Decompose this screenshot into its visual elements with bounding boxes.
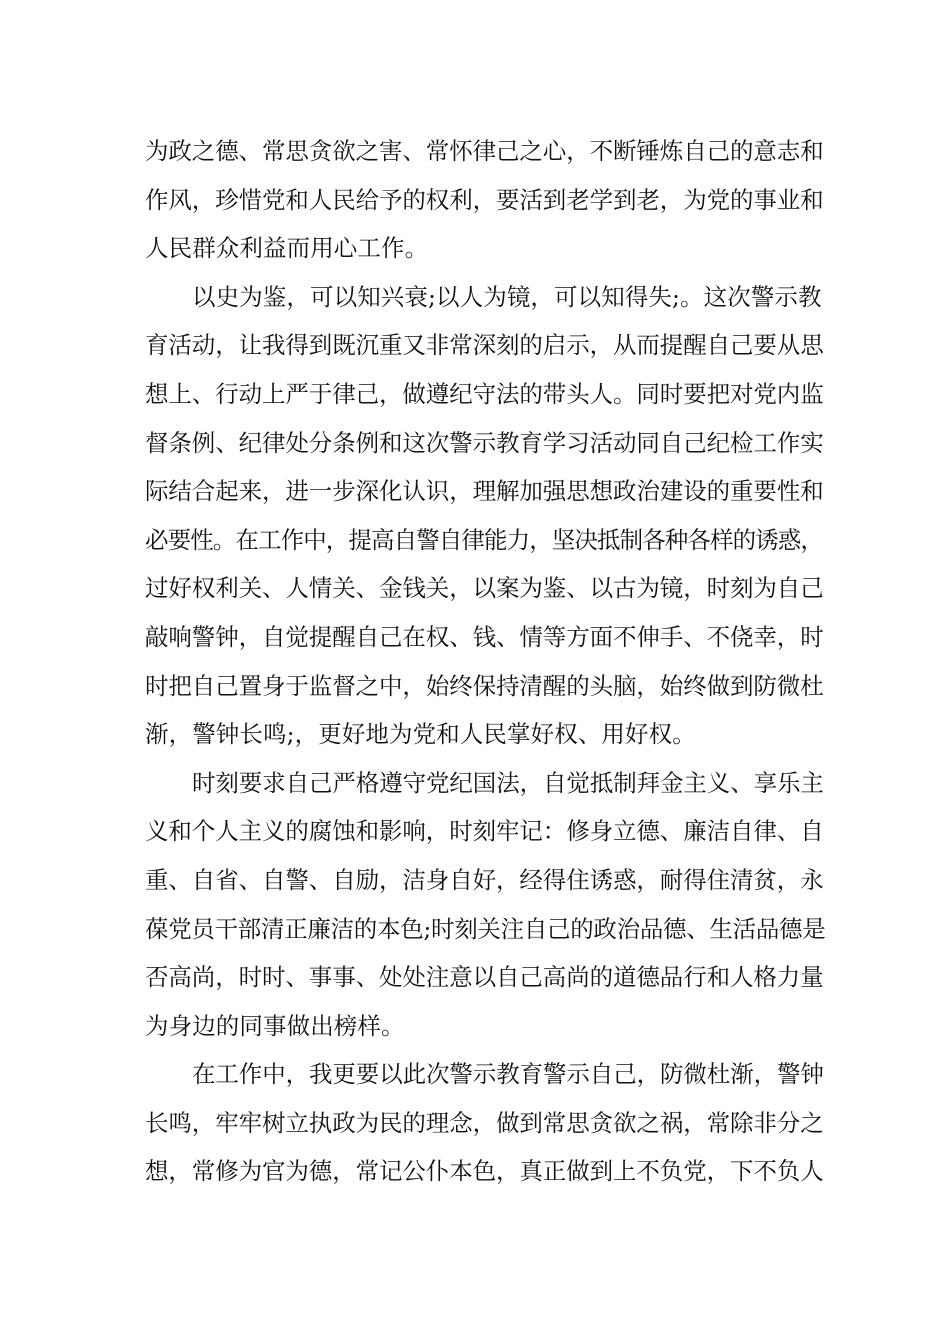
text-line: 渐，警钟长鸣;，更好地为党和人民掌好权、用好权。 [145, 720, 696, 749]
text-line: 必要性。在工作中，提高自警自律能力，坚决抵制各种各样的诱惑， [145, 525, 823, 554]
text-line: 育活动，让我得到既沉重又非常深刻的启示，从而提醒自己要从思 [145, 331, 824, 360]
text-line: 督条例、纪律处分条例和这次警示教育学习活动同自己纪检工作实 [145, 428, 824, 457]
text-line: 义和个人主义的腐蚀和影响，时刻牢记：修身立德、廉洁自律、自 [145, 817, 824, 846]
text-line: 以史为鉴，可以知兴衰;以人为镜，可以知得失;。这次警示教 [192, 282, 822, 311]
text-line: 为身边的同事做出榜样。 [145, 1011, 405, 1040]
text-line: 敲响警钟，自觉提醒自己在权、钱、情等方面不伸手、不侥幸，时 [145, 622, 824, 651]
text-line: 想上、行动上严于律己，做遵纪守法的带头人。同时要把对党内监 [145, 379, 824, 408]
text-line: 时刻要求自己严格遵守党纪国法，自觉抵制拜金主义、享乐主 [192, 768, 824, 797]
text-line: 人民群众利益而用心工作。 [145, 234, 429, 263]
text-line: 过好权利关、人情关、金钱关，以案为鉴、以古为镜，时刻为自己 [145, 574, 824, 603]
text-line: 葆党员干部清正廉洁的本色;时刻关注自己的政治品德、生活品德是 [145, 914, 826, 943]
text-line: 在工作中，我更要以此次警示教育警示自己，防微杜渐，警钟 [192, 1060, 824, 1089]
text-line: 作风，珍惜党和人民给予的权利，要活到老学到老，为党的事业和 [145, 185, 824, 214]
text-line: 为政之德、常思贪欲之害、常怀律己之心，不断锤炼自己的意志和 [145, 137, 824, 165]
text-line: 否高尚，时时、事事、处处注意以自己高尚的道德品行和人格力量 [145, 963, 824, 992]
text-line: 时把自己置身于监督之中，始终保持清醒的头脑，始终做到防微杜 [145, 671, 824, 700]
text-line: 长鸣，牢牢树立执政为民的理念，做到常思贪欲之祸，常除非分之 [145, 1108, 824, 1137]
text-line: 际结合起来，进一步深化认识，理解加强思想政治建设的重要性和 [145, 477, 824, 506]
text-line: 重、自省、自警、自励，洁身自好，经得住诱惑，耐得住清贫，永 [145, 865, 824, 894]
document-body [145, 127, 825, 1196]
text-line: 想，常修为官为德，常记公仆本色，真正做到上不负党，下不负人 [145, 1157, 824, 1186]
